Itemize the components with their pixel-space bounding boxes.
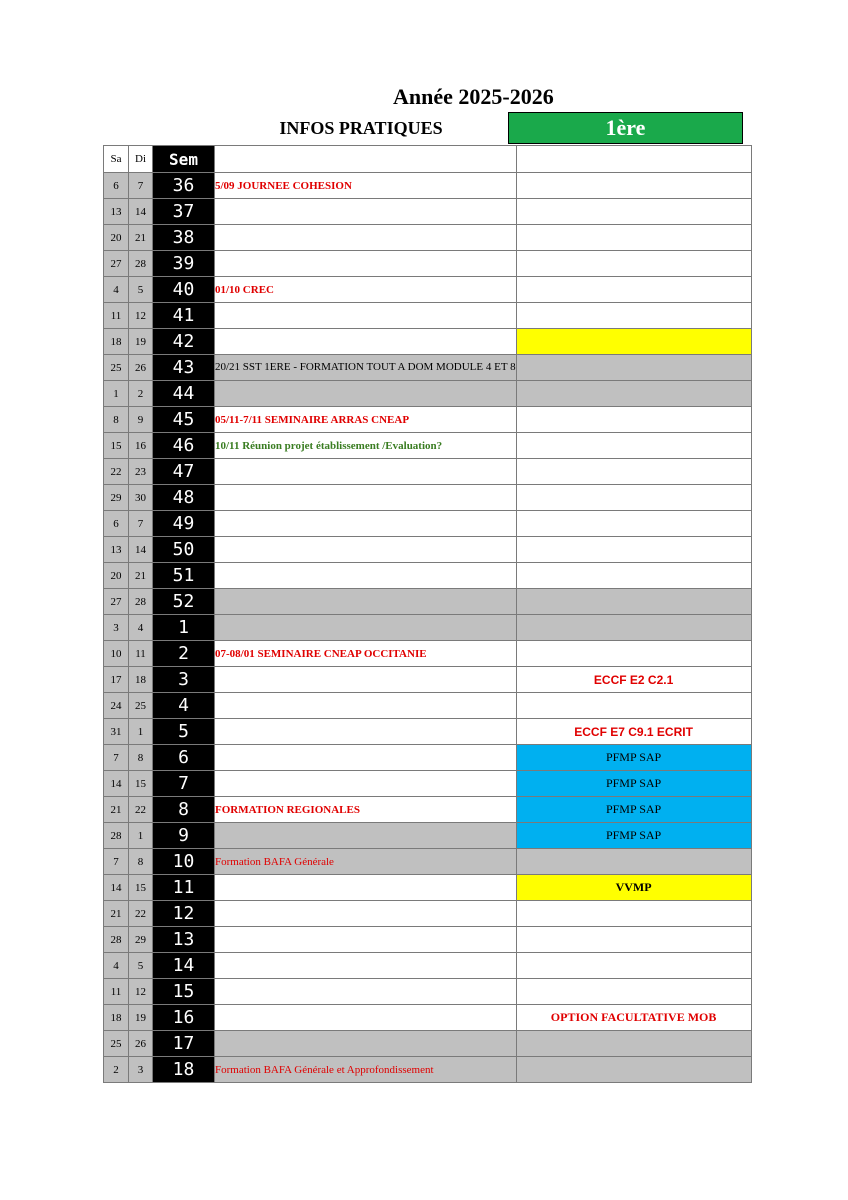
info-cell: [215, 615, 517, 641]
sunday-cell: 9: [129, 407, 153, 433]
week-number-cell: 10: [153, 849, 215, 875]
sunday-cell: 22: [129, 797, 153, 823]
sunday-cell: 29: [129, 927, 153, 953]
info-cell: [215, 667, 517, 693]
table-row: [104, 1005, 752, 1031]
info-cell: [215, 303, 517, 329]
class-cell: PFMP SAP: [516, 823, 751, 849]
table-row: [104, 1057, 752, 1083]
info-cell: [215, 329, 517, 355]
week-number-cell: 48: [153, 485, 215, 511]
table-row: [104, 511, 752, 537]
info-cell: [215, 485, 517, 511]
table-row: [104, 797, 752, 823]
sunday-cell: 22: [129, 901, 153, 927]
sunday-cell: 3: [129, 1057, 153, 1083]
sunday-cell: 15: [129, 771, 153, 797]
class-cell: [516, 693, 751, 719]
week-number-cell: 44: [153, 381, 215, 407]
info-cell: 01/10 CREC: [215, 277, 517, 303]
saturday-cell: 28: [104, 927, 129, 953]
class-header-cell: [516, 146, 751, 173]
week-number-cell: 9: [153, 823, 215, 849]
info-cell: [215, 511, 517, 537]
sunday-cell: 21: [129, 225, 153, 251]
info-cell: [215, 1005, 517, 1031]
sunday-cell: 5: [129, 277, 153, 303]
table-header-row: [104, 146, 752, 173]
class-cell: ECCF E7 C9.1 ECRIT: [516, 719, 751, 745]
saturday-cell: 27: [104, 251, 129, 277]
sunday-cell: 8: [129, 849, 153, 875]
info-cell: [215, 953, 517, 979]
saturday-cell: 27: [104, 589, 129, 615]
week-number-cell: 14: [153, 953, 215, 979]
class-cell: [516, 407, 751, 433]
class-cell: [516, 251, 751, 277]
sunday-cell: 11: [129, 641, 153, 667]
sunday-cell: 1: [129, 719, 153, 745]
saturday-cell: 15: [104, 433, 129, 459]
class-cell: [516, 459, 751, 485]
infos-header-cell: [215, 146, 517, 173]
page-title: Année 2025-2026: [393, 84, 554, 109]
saturday-cell: 25: [104, 355, 129, 381]
saturday-cell: 13: [104, 199, 129, 225]
saturday-cell: 7: [104, 849, 129, 875]
class-cell: PFMP SAP: [516, 745, 751, 771]
class-cell: OPTION FACULTATIVE MOB: [516, 1005, 751, 1031]
info-cell: [215, 381, 517, 407]
class-cell: [516, 355, 751, 381]
sunday-cell: 18: [129, 667, 153, 693]
saturday-cell: 21: [104, 901, 129, 927]
sunday-cell: 14: [129, 199, 153, 225]
table-row: [104, 979, 752, 1005]
table-row: [104, 901, 752, 927]
week-number-cell: 52: [153, 589, 215, 615]
saturday-cell: 4: [104, 277, 129, 303]
class-cell: [516, 979, 751, 1005]
info-cell: [215, 875, 517, 901]
saturday-cell: 22: [104, 459, 129, 485]
saturday-cell: 2: [104, 1057, 129, 1083]
sunday-cell: 14: [129, 537, 153, 563]
info-cell: [215, 199, 517, 225]
saturday-cell: 13: [104, 537, 129, 563]
table-row: [104, 875, 752, 901]
class-cell: [516, 849, 751, 875]
table-row: [104, 927, 752, 953]
saturday-cell: 20: [104, 225, 129, 251]
table-row: [104, 407, 752, 433]
class-cell: [516, 953, 751, 979]
info-cell: [215, 1031, 517, 1057]
class-cell: [516, 615, 751, 641]
table-row: [104, 251, 752, 277]
saturday-cell: 18: [104, 1005, 129, 1031]
table-row: [104, 719, 752, 745]
week-number-cell: 51: [153, 563, 215, 589]
sunday-header: Di: [129, 146, 153, 173]
saturday-cell: 10: [104, 641, 129, 667]
class-cell: [516, 433, 751, 459]
class-cell: [516, 537, 751, 563]
info-cell: [215, 927, 517, 953]
class-cell: PFMP SAP: [516, 771, 751, 797]
info-cell: [215, 693, 517, 719]
week-header: Sem: [153, 146, 215, 173]
info-cell: [215, 745, 517, 771]
sunday-cell: 12: [129, 303, 153, 329]
sunday-cell: 7: [129, 173, 153, 199]
sunday-cell: 28: [129, 251, 153, 277]
week-number-cell: 46: [153, 433, 215, 459]
week-number-cell: 50: [153, 537, 215, 563]
saturday-cell: 24: [104, 693, 129, 719]
sunday-cell: 7: [129, 511, 153, 537]
sunday-cell: 30: [129, 485, 153, 511]
table-row: [104, 641, 752, 667]
info-cell: FORMATION REGIONALES: [215, 797, 517, 823]
saturday-cell: 28: [104, 823, 129, 849]
info-cell: Formation BAFA Générale et Approfondissement: [215, 1057, 517, 1083]
class-cell: [516, 1057, 751, 1083]
table-row: [104, 459, 752, 485]
table-row: [104, 771, 752, 797]
class-cell: [516, 381, 751, 407]
table-row: [104, 381, 752, 407]
info-cell: 05/11-7/11 SEMINAIRE ARRAS CNEAP: [215, 407, 517, 433]
class-cell: [516, 927, 751, 953]
sunday-cell: 2: [129, 381, 153, 407]
info-cell: 20/21 SST 1ERE - FORMATION TOUT A DOM MODULE 4 ET 8: [215, 355, 517, 381]
week-number-cell: 7: [153, 771, 215, 797]
table-row: [104, 173, 752, 199]
saturday-cell: 20: [104, 563, 129, 589]
week-number-cell: 15: [153, 979, 215, 1005]
week-number-cell: 3: [153, 667, 215, 693]
saturday-cell: 31: [104, 719, 129, 745]
table-row: [104, 199, 752, 225]
info-cell: 07-08/01 SEMINAIRE CNEAP OCCITANIE: [215, 641, 517, 667]
saturday-cell: 3: [104, 615, 129, 641]
week-number-cell: 47: [153, 459, 215, 485]
week-number-cell: 6: [153, 745, 215, 771]
sunday-cell: 12: [129, 979, 153, 1005]
sunday-cell: 15: [129, 875, 153, 901]
week-number-cell: 37: [153, 199, 215, 225]
class-cell: [516, 901, 751, 927]
table-row: [104, 589, 752, 615]
saturday-cell: 17: [104, 667, 129, 693]
week-number-cell: 16: [153, 1005, 215, 1031]
saturday-cell: 11: [104, 979, 129, 1005]
sunday-cell: 8: [129, 745, 153, 771]
saturday-cell: 1: [104, 381, 129, 407]
info-cell: [215, 901, 517, 927]
saturday-cell: 14: [104, 771, 129, 797]
week-number-cell: 11: [153, 875, 215, 901]
saturday-cell: 8: [104, 407, 129, 433]
table-row: [104, 615, 752, 641]
info-cell: [215, 589, 517, 615]
table-row: [104, 537, 752, 563]
sunday-cell: 1: [129, 823, 153, 849]
saturday-cell: 29: [104, 485, 129, 511]
table-row: [104, 1031, 752, 1057]
info-cell: [215, 459, 517, 485]
saturday-cell: 14: [104, 875, 129, 901]
week-number-cell: 1: [153, 615, 215, 641]
week-number-cell: 40: [153, 277, 215, 303]
week-number-cell: 38: [153, 225, 215, 251]
class-cell: [516, 277, 751, 303]
week-number-cell: 13: [153, 927, 215, 953]
table-row: [104, 745, 752, 771]
info-cell: Formation BAFA Générale: [215, 849, 517, 875]
week-number-cell: 43: [153, 355, 215, 381]
table-row: [104, 303, 752, 329]
table-row: [104, 329, 752, 355]
table-row: [104, 823, 752, 849]
class-cell: VVMP: [516, 875, 751, 901]
week-number-cell: 36: [153, 173, 215, 199]
sunday-cell: 21: [129, 563, 153, 589]
class-cell: [516, 563, 751, 589]
week-number-cell: 18: [153, 1057, 215, 1083]
week-number-cell: 45: [153, 407, 215, 433]
week-number-cell: 5: [153, 719, 215, 745]
table-row: [104, 849, 752, 875]
saturday-cell: 11: [104, 303, 129, 329]
table-row: [104, 277, 752, 303]
info-cell: [215, 251, 517, 277]
class-cell: [516, 589, 751, 615]
class-cell: PFMP SAP: [516, 797, 751, 823]
class-cell: [516, 225, 751, 251]
sunday-cell: 5: [129, 953, 153, 979]
saturday-cell: 25: [104, 1031, 129, 1057]
info-cell: 10/11 Réunion projet établissement /Evaluation?: [215, 433, 517, 459]
table-row: [104, 225, 752, 251]
saturday-header: Sa: [104, 146, 129, 173]
class-cell: [516, 511, 751, 537]
saturday-cell: 6: [104, 511, 129, 537]
week-number-cell: 8: [153, 797, 215, 823]
table-row: [104, 667, 752, 693]
table-row: [104, 953, 752, 979]
table-row: [104, 433, 752, 459]
class-cell: ECCF E2 C2.1: [516, 667, 751, 693]
sunday-cell: 19: [129, 329, 153, 355]
week-number-cell: 17: [153, 1031, 215, 1057]
class-cell: [516, 173, 751, 199]
week-number-cell: 2: [153, 641, 215, 667]
week-number-cell: 39: [153, 251, 215, 277]
class-cell: [516, 199, 751, 225]
class-cell: [516, 641, 751, 667]
class-cell: [516, 1031, 751, 1057]
sunday-cell: 16: [129, 433, 153, 459]
info-cell: [215, 979, 517, 1005]
sunday-cell: 23: [129, 459, 153, 485]
saturday-cell: 6: [104, 173, 129, 199]
info-cell: [215, 771, 517, 797]
table-row: [104, 355, 752, 381]
table-row: [104, 563, 752, 589]
saturday-cell: 21: [104, 797, 129, 823]
class-1ere-header: 1ère: [508, 112, 743, 144]
calendar-table: [103, 145, 752, 1083]
sunday-cell: 19: [129, 1005, 153, 1031]
infos-pratiques-header: INFOS PRATIQUES: [279, 117, 443, 138]
info-cell: [215, 225, 517, 251]
class-cell: [516, 303, 751, 329]
class-cell: [516, 329, 751, 355]
sunday-cell: 26: [129, 355, 153, 381]
sunday-cell: 26: [129, 1031, 153, 1057]
week-number-cell: 42: [153, 329, 215, 355]
table-row: [104, 485, 752, 511]
sunday-cell: 25: [129, 693, 153, 719]
week-number-cell: 4: [153, 693, 215, 719]
saturday-cell: 7: [104, 745, 129, 771]
week-number-cell: 12: [153, 901, 215, 927]
saturday-cell: 4: [104, 953, 129, 979]
info-cell: [215, 563, 517, 589]
week-number-cell: 49: [153, 511, 215, 537]
info-cell: [215, 823, 517, 849]
table-row: [104, 693, 752, 719]
info-cell: 5/09 JOURNEE COHESION: [215, 173, 517, 199]
week-number-cell: 41: [153, 303, 215, 329]
info-cell: [215, 719, 517, 745]
sunday-cell: 28: [129, 589, 153, 615]
sunday-cell: 4: [129, 615, 153, 641]
saturday-cell: 18: [104, 329, 129, 355]
info-cell: [215, 537, 517, 563]
class-cell: [516, 485, 751, 511]
